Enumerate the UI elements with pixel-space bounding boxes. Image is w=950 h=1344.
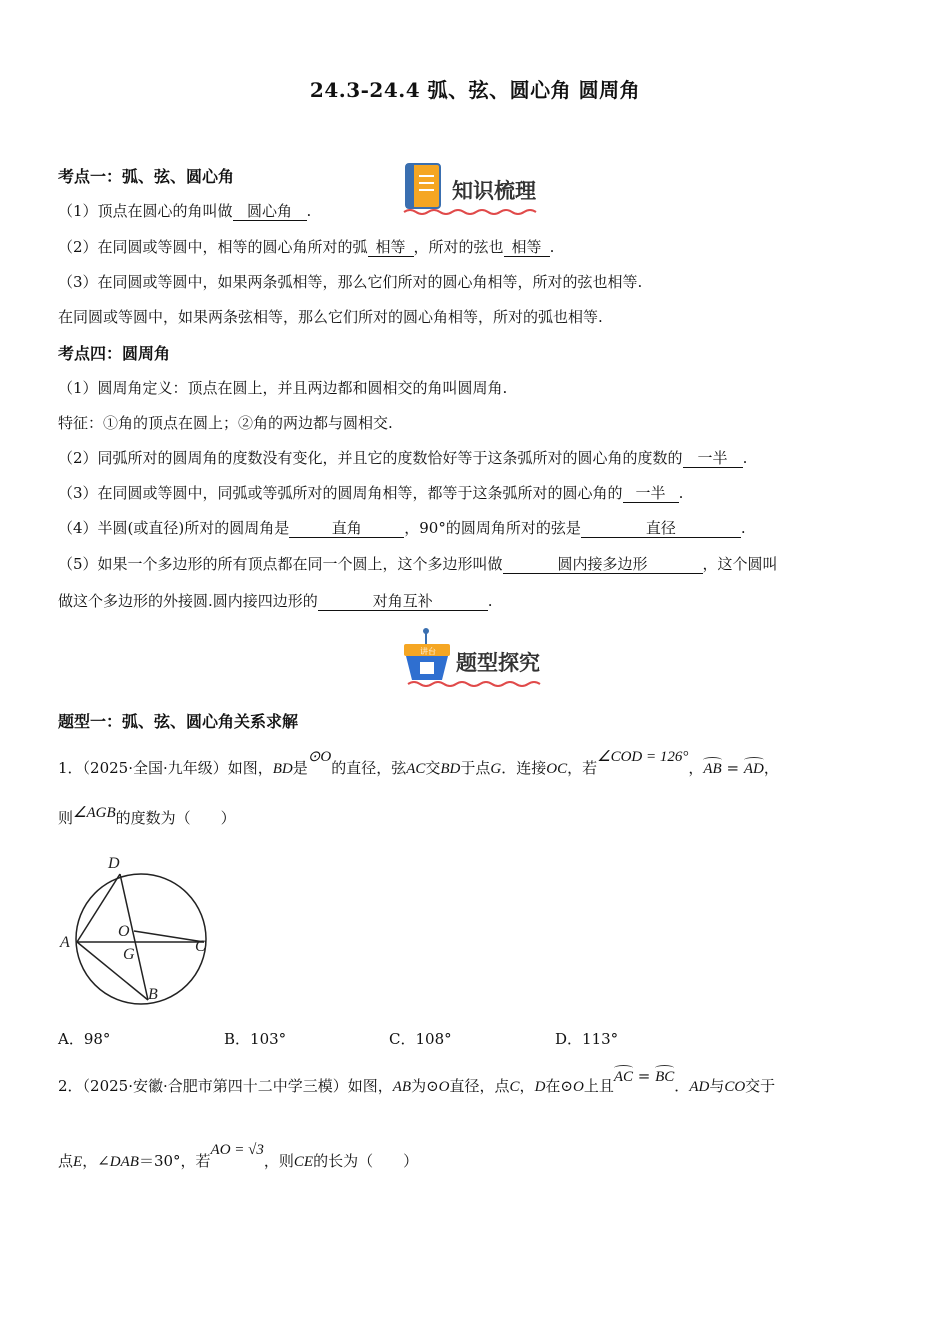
book-icon bbox=[406, 164, 440, 208]
q1-option-c[interactable]: C．108° bbox=[389, 1030, 452, 1048]
explore-badge-text: 题型探究 bbox=[456, 651, 540, 675]
q1-figure-label-b: B bbox=[148, 986, 158, 1003]
q1-line2: 则∠AGB的度数为（ ） bbox=[58, 805, 236, 827]
q2-arc-bc: BC bbox=[655, 1069, 675, 1085]
q2-line2: 点E，∠DAB＝30°，若AO = √3，则CE的长为（ ） bbox=[58, 1142, 419, 1170]
s4-line2: 特征：①角的顶点在圆上；②角的两边都与圆相交. bbox=[58, 414, 393, 432]
s1-blank-3: 相等 bbox=[504, 239, 550, 257]
q1-option-a[interactable]: A．98° bbox=[58, 1030, 111, 1048]
s4-blank-5: 圆内接多边形 bbox=[503, 556, 703, 574]
s4-blank-1: 一半 bbox=[683, 450, 743, 468]
section-heading-inscribed-angle: 考点四：圆周角 bbox=[58, 344, 171, 363]
q1-angle-agb: ∠AGB bbox=[73, 805, 116, 821]
podium-label: 讲台 bbox=[420, 647, 436, 656]
q1-line1: 1．（2025·全国·九年级）如图，BD是⊙O的直径，弦AC交BD于点G．连接OC，若∠COD = 126°，AB = AD， bbox=[58, 749, 779, 777]
section-heading-arc-chord: 考点一：弧、弦、圆心角 bbox=[58, 167, 235, 186]
q1-figure bbox=[58, 846, 218, 1006]
q1-figure-line-oc bbox=[134, 931, 204, 942]
s1-blank-2: 相等 bbox=[368, 239, 414, 257]
s4-blank-6: 对角互补 bbox=[318, 593, 488, 611]
type1-heading: 题型一：弧、弦、圆心角关系求解 bbox=[58, 712, 299, 731]
knowledge-badge-text: 知识梳理 bbox=[452, 179, 536, 203]
s1-line3: （3）在同圆或等圆中，如果两条弧相等，那么它们所对的圆心角相等，所对的弦也相等. bbox=[58, 273, 643, 291]
q2-arc-ac: AC bbox=[613, 1069, 634, 1085]
q1-circle-symbol: ⊙O bbox=[307, 749, 332, 765]
knowledge-badge bbox=[400, 160, 548, 218]
q1-figure-label-a: A bbox=[60, 934, 70, 951]
s4-blank-3: 直角 bbox=[289, 520, 404, 538]
q1-figure-label-g: G bbox=[123, 946, 135, 963]
q1-angle-cod: ∠COD = 126° bbox=[597, 749, 689, 765]
page-title: 24.3-24.4 弧、弦、圆心角 圆周角 bbox=[309, 78, 641, 102]
s4-line5: （4）半圆(或直径)所对的圆周角是 直角 ，90°的圆周角所对的弦是 直径 . bbox=[58, 519, 746, 537]
q1-figure-label-o: O bbox=[118, 923, 130, 940]
q2-line1: 2．（2025·安徽·合肥市第四十二中学三模）如图，AB为⊙O直径，点C，D在⊙O上且AC = BC．AD与CO交于 bbox=[58, 1067, 776, 1095]
s4-blank-2: 一半 bbox=[623, 485, 679, 503]
q1-option-d[interactable]: D．113° bbox=[555, 1030, 619, 1048]
q2-ao-value: AO = √3 bbox=[210, 1142, 264, 1158]
s1-line4: 在同圆或等圆中，如果两条弦相等，那么它们所对的圆心角相等，所对的弧也相等. bbox=[58, 308, 603, 326]
explore-badge bbox=[398, 626, 550, 688]
s4-line7: 做这个多边形的外接圆.圆内接四边形的 对角互补 . bbox=[58, 592, 493, 610]
s4-line3: （2）同弧所对的圆周角的度数没有变化，并且它的度数恰好等于这条弧所对的圆心角的度数的 一半 . bbox=[58, 449, 748, 467]
s1-line1: （1）顶点在圆心的角叫做 圆心角 . bbox=[58, 202, 312, 220]
s1-line2: （2）在同圆或等圆中，相等的圆心角所对的弧 相等 ，所对的弦也 相等 . bbox=[58, 238, 555, 256]
s4-line6: （5）如果一个多边形的所有顶点都在同一个圆上，这个多边形叫做 圆内接多边形 ，这个圆叫 bbox=[58, 555, 778, 573]
q1-arc-ad: AD bbox=[743, 761, 764, 777]
q1-arc-ab: AB bbox=[703, 761, 722, 777]
podium-icon bbox=[404, 628, 450, 680]
q1-option-b[interactable]: B．103° bbox=[224, 1030, 287, 1048]
q1-figure-label-d: D bbox=[108, 855, 120, 872]
q1-figure-label-c: C bbox=[195, 938, 206, 955]
s4-line1: （1）圆周角定义：顶点在圆上，并且两边都和圆相交的角叫圆周角. bbox=[58, 379, 508, 397]
s1-blank-1: 圆心角 bbox=[233, 203, 307, 221]
s4-blank-4: 直径 bbox=[581, 520, 741, 538]
s4-line4: （3）在同圆或等圆中，同弧或等弧所对的圆周角相等，都等于这条弧所对的圆心角的 一半 . bbox=[58, 484, 684, 502]
